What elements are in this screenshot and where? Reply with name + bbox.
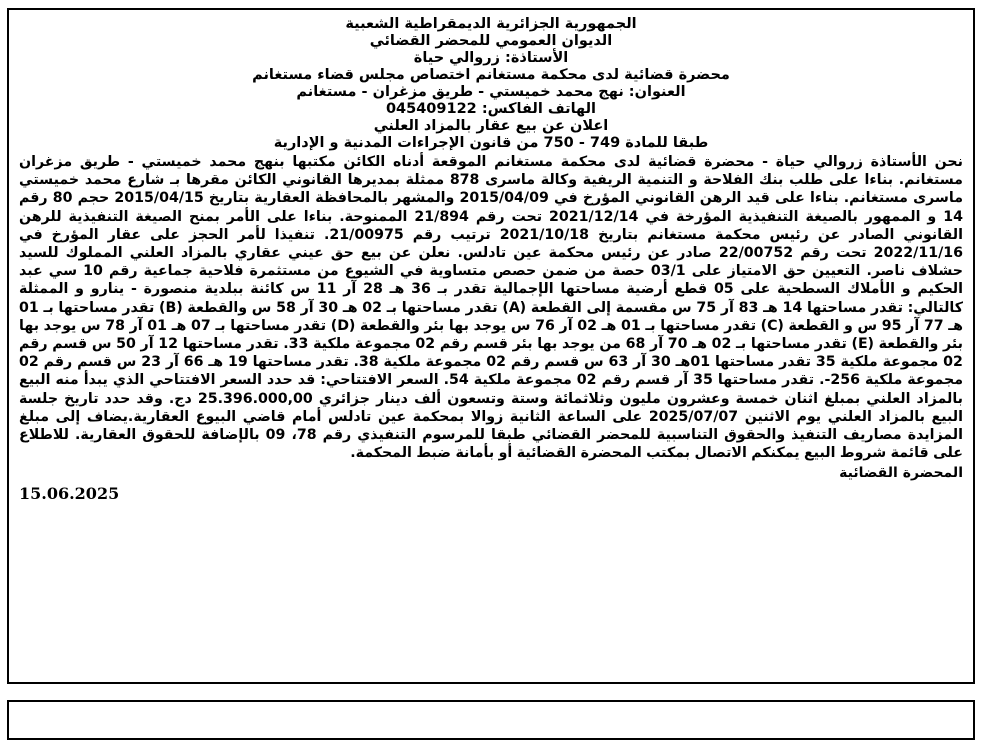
notice-date: 15.06.2025 <box>19 484 120 504</box>
header-country: الجمهورية الجزائرية الديمقراطية الشعبية <box>345 16 637 32</box>
signature: المحضرة القضائية <box>839 465 963 482</box>
notice-header <box>19 16 963 152</box>
auction-notice <box>7 8 975 684</box>
header-address: العنوان: نهج محمد خميستي - طريق مزغران - مستغانم <box>296 84 686 100</box>
header-phone-fax: الهاتف الفاكس: 045409122 <box>385 101 597 117</box>
notice-body: نحن الأستاذة زروالي حياة - محضرة قضائية لدى محكمة مستغانم الموقعة أدناه الكائن مكتبها بنهج محمد خميستي - طريق مزغران مستغانم. بناءا على طلب بنك الفلاحة و التنمية الريفية وكالة ماسرى 878 ممثلة بمديرها القانوني الكائن مقرها بـ شارع محمد خميستي ماسرى مستغانم. بناءا على قيد الرهن القانوني المؤرخ في 2015/04/09 والمشهر بالمحافظة العقارية بتاريخ 2015/04/15 حجم 80 رقم 14 و الممهور بالصيغة التنفيذية المؤرخة في 2021/12/14 تحت رقم 21/894 الممنوحة. بناءا على الأمر بمنح الصيغة التنفيذية للرهن القانوني الصادر عن رئيس محكمة مستغانم بتاريخ 2021/10/18 ترتيب رقم 21/00975. تنفيذا لأمر الحجز على عقار المؤرخ في 2022/11/16 تحت رقم 22/00752 صادر عن رئيس محكمة عين تادلس. نعلن عن بيع حق عيني عقاري بالمزاد العلني المملوك للسيد حشلاف ناصر. التعيين حق الامتياز على 03/1 حصة من ضمن حصص متساوية في الشيوع من مستثمرة فلاحية جماعية رقم 10 سي عبد الحكيم و الأملاك السطحية على 05 قطع أرضية مساحتها الإجمالية تقدر بـ 36 هـ 28 آر 11 س كائنة ببلدية منصورة - ينارو و الممثلة كالتالي: تقدر مساحتها 14 هـ 83 آر 75 س مقسمة إلى القطعة (A) تقدر مساحتها بـ 02 هـ 30 آر 58 س والقطعة (B) تقدر مساحتها بـ 01 هـ 77 آر 95 س و القطعة (C) تقدر مساحتها بـ 01 هـ 02 آر 76 س يوجد بها بئر والقطعة (D) تقدر مساحتها بـ 07 هـ 01 آر 78 س يوجد بها بئر والقطعة (E) تقدر مساحتها بـ 02 هـ 70 آر 68 من يوجد بها بئر قسم رقم 02 مجموعة ملكية 33. تقدر مساحتها 12 آر 50 س قسم رقم 02 مجموعة ملكية 35 تقدر مساحتها 01هـ 30 آر 63 س قسم رقم 02 مجموعة ملكية 38. تقدر مساحتها 19 هـ 66 آر 23 س قسم رقم 02 مجموعة ملكية 256-. تقدر مساحتها 35 آر قسم رقم 02 مجموعة ملكية 54. السعر الافتتاحي: قد حدد السعر الافتتاحي الذي يبدأ منه البيع بالمزاد العلني بمبلغ اثنان خمسة وعشرون مليون وثلاثمائة وستة وتسعون ألف دينار جزائري 25.396.000,00 دج. وقد حدد تاريخ جلسة البيع بالمزاد العلني يوم الاثنين 2025/07/07 على الساعة الثانية زوالا بمحكمة عين تادلس أمام قاضي البيوع العقارية.يضاف إلى مبلغ المزايدة مصاريف التنفيذ والحقوق التناسبية للمحضر القضائي طبقا للمرسوم التنفيذي رقم 78، 09 بالإضافة للحقوق العقارية. للاطلاع على قائمة شروط البيع يمكنكم الاتصال بمكتب المحضرة القضائية أو بأمانة ضبط المحكمة. <box>19 154 964 462</box>
notice-title: اعلان عن بيع عقار بالمزاد العلني <box>373 118 609 134</box>
next-notice-frame <box>7 700 975 740</box>
header-bailiff-name: الأستاذة: زروالي حياة <box>413 50 569 66</box>
header-jurisdiction: محضرة قضائية لدى محكمة مستغانم اختصاص مجلس قضاء مستغانم <box>252 67 730 83</box>
header-office: الديوان العمومي للمحضر القضائي <box>369 33 613 49</box>
legal-reference: طبقا للمادة 749 - 750 من قانون الإجراءات المدنية و الإدارية <box>273 135 709 151</box>
